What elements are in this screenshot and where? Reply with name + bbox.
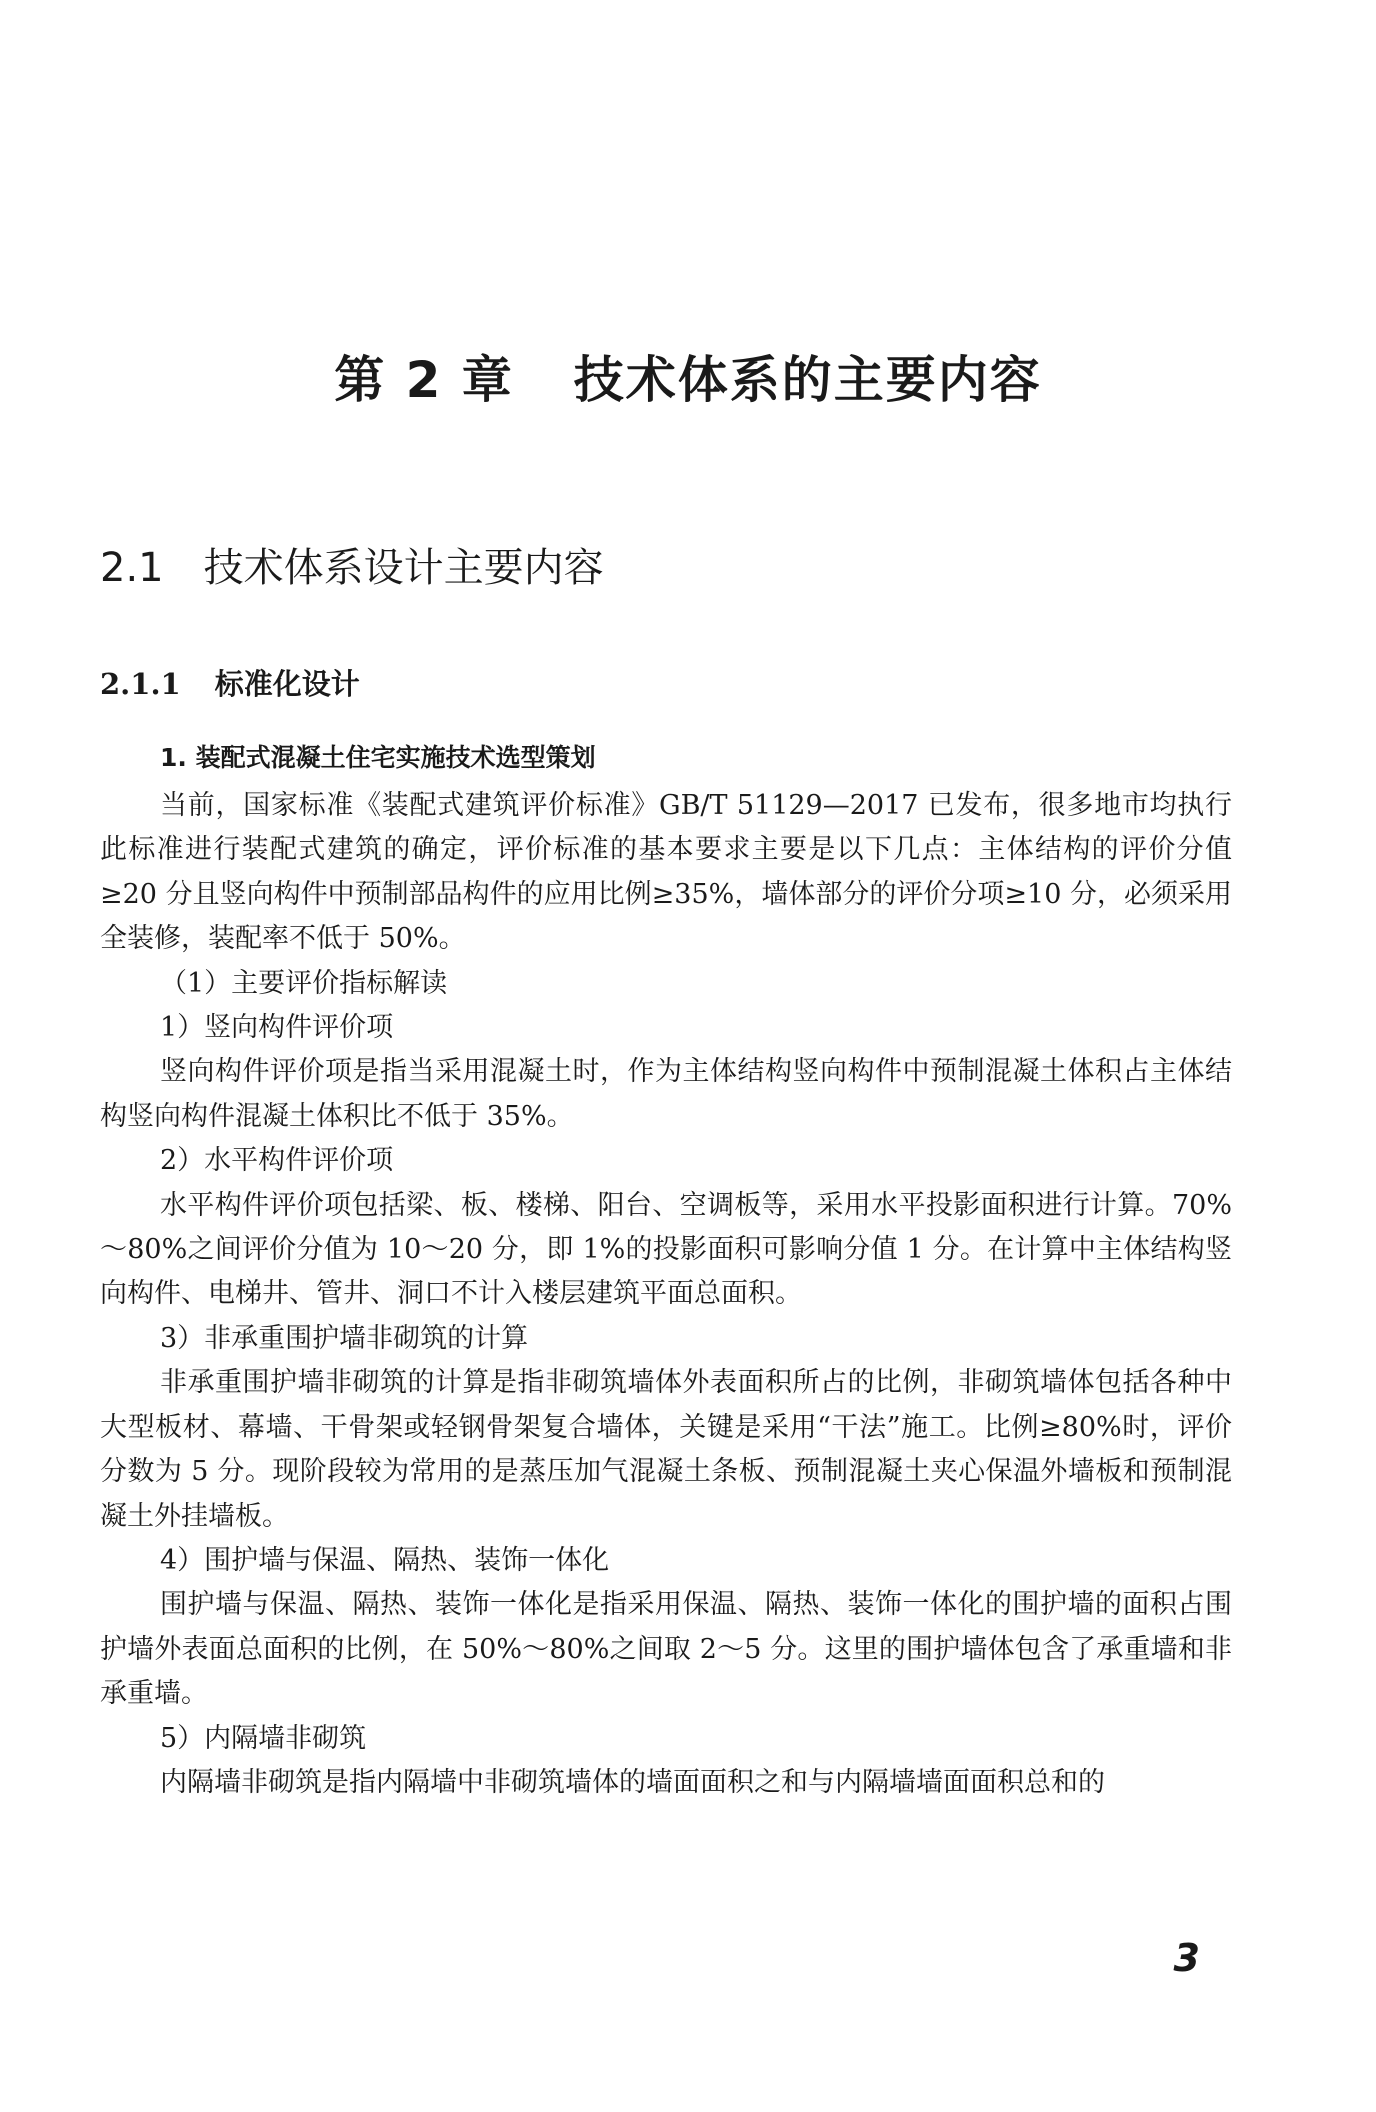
paragraph-wall-integration: 围护墙与保温、隔热、装饰一体化是指采用保温、隔热、装饰一体化的围护墙的面积占围护墙外表面总面积的比例，在 50%～80%之间取 2～5 分。这里的围护墙体包含了承重墙和非承重墙。: [100, 1589, 1232, 1710]
subsection-title-text: 标准化设计: [214, 667, 360, 701]
paragraph-non-load-bearing-wall: 非承重围护墙非砌筑的计算是指非砌筑墙体外表面积所占的比例，非砌筑墙体包括各种中大型板材、幕墙、干骨架或轻钢骨架复合墙体，关键是采用“干法”施工。比例≥80%时，评价分数为 5 分。现阶段较为常用的是蒸压加气混凝土条板、预制混凝土夹心保温外墙板和预制混凝土外挂墙板。: [100, 1367, 1232, 1532]
section-title-text: 技术体系设计主要内容: [203, 545, 604, 591]
chapter-title: [0, 340, 1376, 412]
section-title: [100, 536, 604, 593]
page-number: 3: [1173, 1936, 1200, 1980]
chapter-number: 第 2 章: [334, 351, 514, 409]
subsection-title: [100, 662, 360, 703]
heading-interior-partition: 5）内隔墙非砌筑: [160, 1722, 367, 1754]
paragraph-horizontal-components: 水平构件评价项包括梁、板、楼梯、阳台、空调板等，采用水平投影面积进行计算。70%～80%之间评价分值为 10～20 分，即 1%的投影面积可影响分值 1 分。在计算中主体结构竖向构件、电梯井、管井、洞口不计入楼层建筑平面总面积。: [100, 1189, 1232, 1310]
heading-vertical-components: 1）竖向构件评价项: [160, 1012, 394, 1044]
paragraph-vertical-components: 竖向构件评价项是指当采用混凝土时，作为主体结构竖向构件中预制混凝土体积占主体结构竖向构件混凝土体积比不低于 35%。: [100, 1056, 1232, 1132]
heading-wall-integration: 4）围护墙与保温、隔热、装饰一体化: [160, 1544, 610, 1576]
heading-horizontal-components: 2）水平构件评价项: [160, 1145, 394, 1177]
heading-non-load-bearing-wall: 3）非承重围护墙非砌筑的计算: [160, 1322, 529, 1354]
subsection-number: 2.1.1: [100, 667, 181, 701]
heading-evaluation-indicators: （1）主要评价指标解读: [160, 967, 448, 999]
section-number: 2.1: [100, 545, 164, 591]
body-text: [100, 784, 1232, 1805]
paragraph-intro: 当前，国家标准《装配式建筑评价标准》GB/T 51129—2017 已发布，很多地市均执行此标准进行装配式建筑的确定，评价标准的基本要求主要是以下几点：主体结构的评价分值≥20 分且竖向构件中预制部品构件的应用比例≥35%，墙体部分的评价分项≥10 分，必须采用全装修，装配率不低于 50%。: [100, 790, 1232, 955]
paragraph-interior-partition: 内隔墙非砌筑是指内隔墙中非砌筑墙体的墙面面积之和与内隔墙墙面面积总和的: [160, 1766, 1105, 1798]
chapter-title-text: 技术体系的主要内容: [573, 351, 1042, 409]
item-heading: 1. 装配式混凝土住宅实施技术选型策划: [160, 743, 596, 772]
